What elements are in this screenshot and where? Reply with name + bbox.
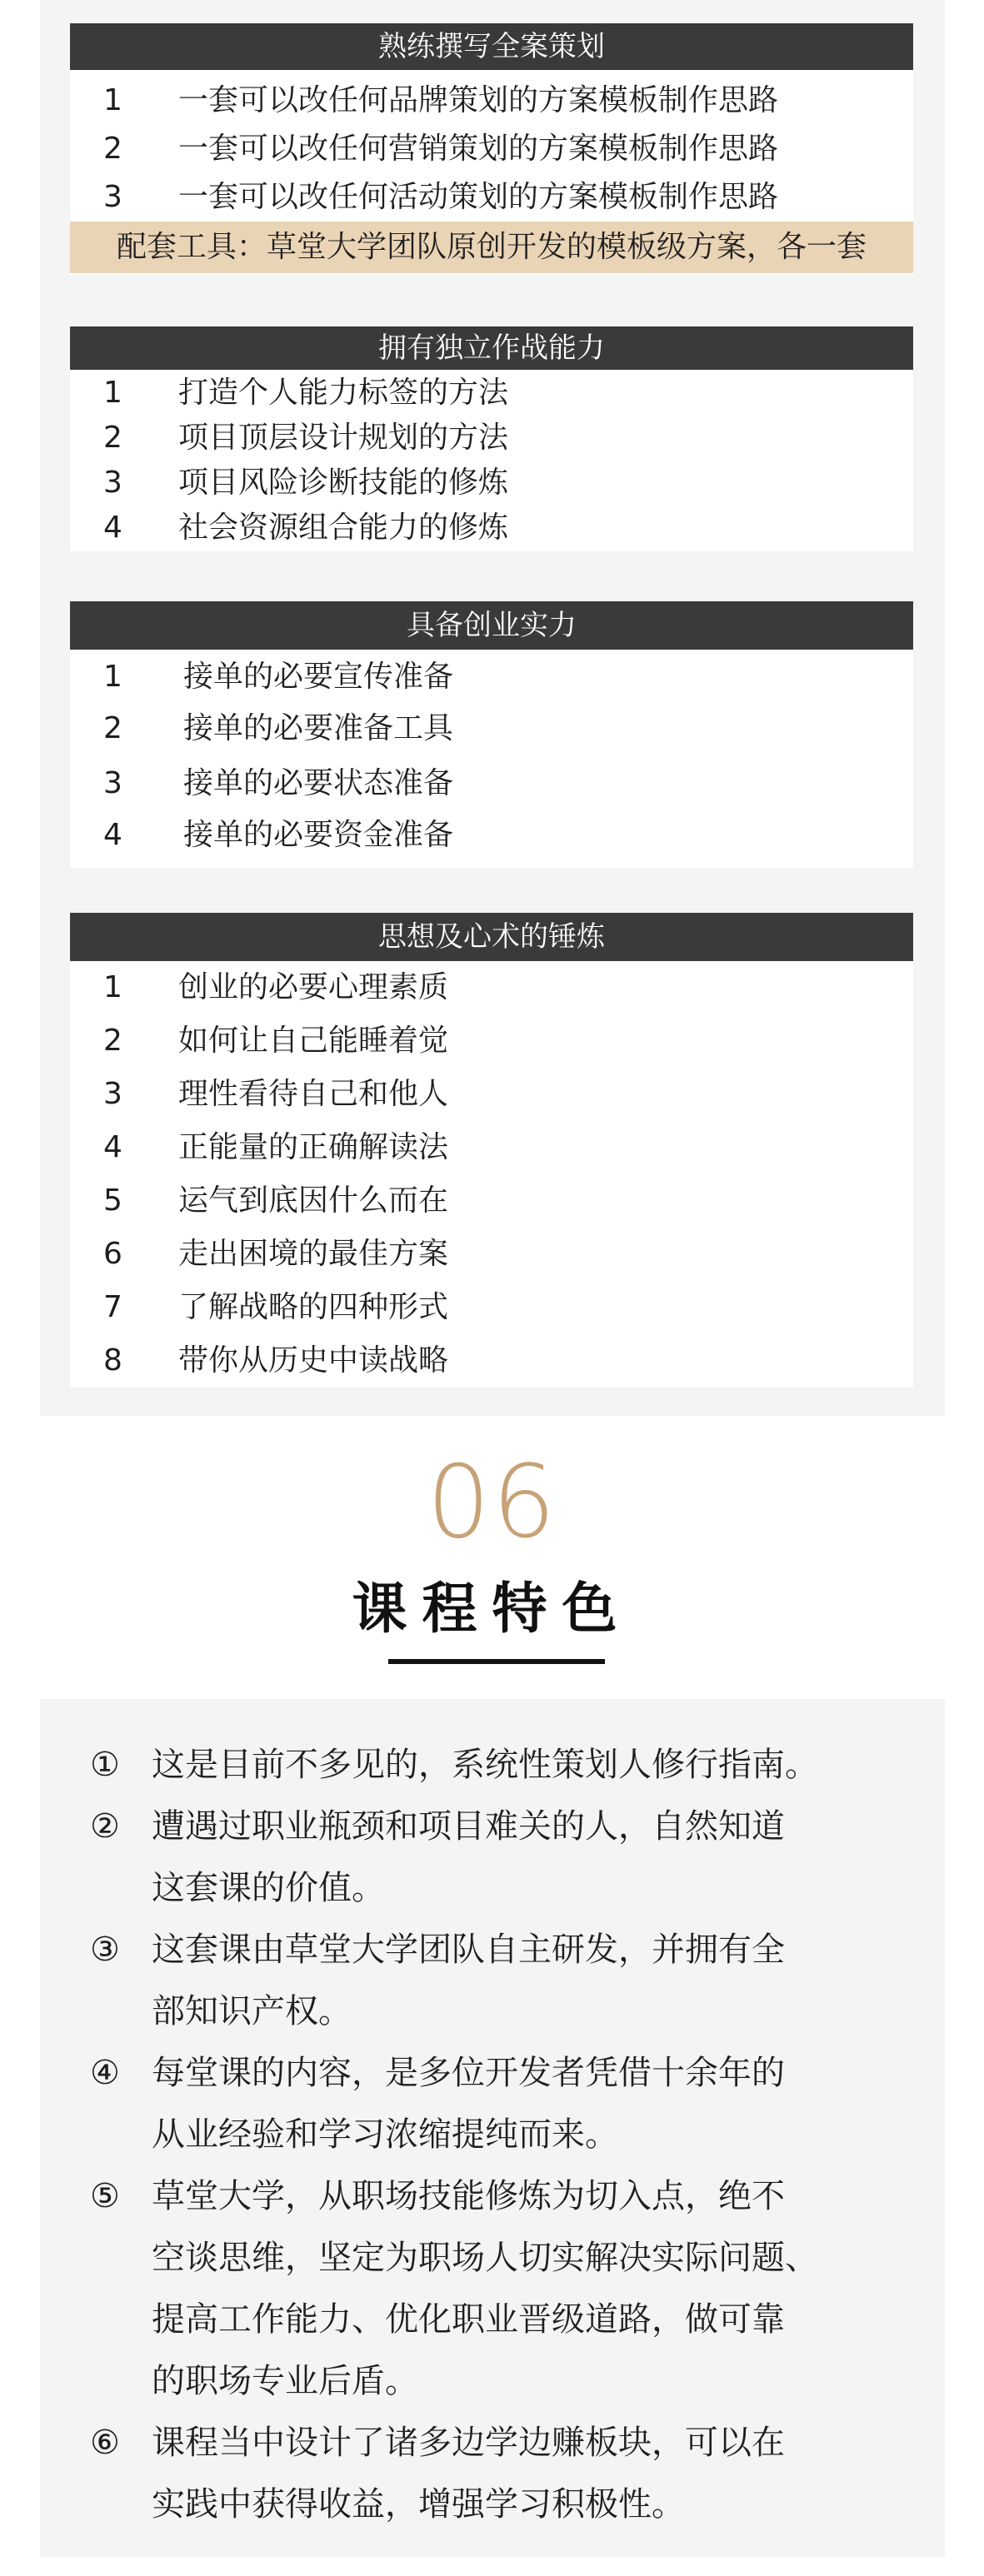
section-block-3 [70, 601, 913, 868]
feature-line: 实践中获得收益，增强学习积极性。 [152, 2485, 685, 2524]
item-text: 项目风险诊断技能的修炼 [178, 466, 509, 500]
item-text: 创业的必要心理素质 [178, 970, 449, 1004]
feature-item-6 [90, 2412, 898, 2535]
heading-underline [388, 1659, 605, 1664]
list-item [70, 125, 913, 173]
list-item [70, 703, 913, 755]
item-number: 3 [103, 766, 122, 800]
item-number: 1 [103, 83, 122, 117]
item-text: 带你从历史中读战略 [178, 1343, 449, 1378]
feature-line: 遭遇过职业瓶颈和项目难关的人，自然知道 [152, 1807, 785, 1846]
item-number: 2 [103, 711, 122, 745]
item-text: 打造个人能力标签的方法 [178, 376, 509, 410]
item-number: 2 [103, 132, 122, 166]
list-item [70, 1228, 913, 1281]
item-text: 一套可以改任何活动策划的方案模板制作思路 [178, 180, 779, 214]
item-number: 1 [103, 660, 122, 694]
tool-note: 配套工具：草堂大学团队原创开发的模板级方案，各一套 [70, 222, 913, 273]
item-number: 2 [103, 421, 122, 455]
list-item [70, 758, 913, 810]
item-text: 社会资源组合能力的修炼 [178, 511, 509, 545]
section-heading: 课程特色 [352, 1577, 632, 1641]
feature-line: 的职场专业后盾。 [152, 2362, 418, 2400]
list-item [70, 961, 913, 1014]
feature-item-4 [90, 2042, 898, 2165]
item-number: 8 [103, 1343, 122, 1378]
list-item [70, 77, 913, 125]
item-text: 了解战略的四种形式 [178, 1290, 449, 1324]
section-block-1 [70, 23, 913, 275]
list-item [70, 1068, 913, 1121]
item-number: 7 [103, 1290, 122, 1324]
item-text: 接单的必要准备工具 [183, 711, 454, 745]
circled-number: ④ [90, 2054, 120, 2092]
item-text: 一套可以改任何品牌策划的方案模板制作思路 [178, 83, 779, 117]
section-block-4 [70, 913, 913, 1388]
list-item [70, 505, 913, 551]
item-text: 接单的必要资金准备 [183, 818, 454, 852]
list-item [70, 1121, 913, 1174]
feature-line: 草堂大学，从职场技能修炼为切入点，绝不 [152, 2177, 785, 2215]
circled-number: ⑤ [90, 2177, 120, 2215]
feature-line: 部知识产权。 [152, 1992, 352, 2030]
section-title: 具备创业实力 [70, 601, 913, 650]
item-number: 1 [103, 970, 122, 1004]
item-number: 4 [103, 818, 122, 852]
circled-number: ③ [90, 1931, 120, 1969]
item-text: 项目顶层设计规划的方法 [178, 421, 509, 455]
item-number: 3 [103, 466, 122, 500]
feature-item-1 [90, 1734, 898, 1796]
section-title: 拥有独立作战能力 [70, 326, 913, 370]
item-number: 4 [103, 511, 122, 545]
list-item [70, 1174, 913, 1228]
list-item [70, 370, 913, 416]
circled-number: ⑥ [90, 2424, 120, 2462]
feature-line: 课程当中设计了诸多边学边赚板块，可以在 [152, 2424, 785, 2462]
item-number: 3 [103, 180, 122, 214]
section-block-2 [70, 326, 913, 551]
feature-line: 这套课由草堂大学团队自主研发，并拥有全 [152, 1931, 785, 1969]
section-title: 熟练撰写全案策划 [70, 23, 913, 70]
list-item [70, 1281, 913, 1334]
item-text: 如何让自己能睡着觉 [178, 1024, 449, 1058]
list-item [70, 810, 913, 861]
item-number: 4 [103, 1130, 122, 1164]
item-number: 3 [103, 1077, 122, 1111]
item-text: 一套可以改任何营销策划的方案模板制作思路 [178, 132, 779, 166]
item-text: 正能量的正确解读法 [178, 1130, 449, 1164]
item-text: 理性看待自己和他人 [178, 1077, 449, 1111]
feature-line: 空谈思维，坚定为职场人切实解决实际问题、 [152, 2239, 818, 2277]
item-number: 2 [103, 1024, 122, 1058]
list-item [70, 1334, 913, 1388]
feature-line: 这套课的价值。 [152, 1869, 385, 1907]
item-number: 5 [103, 1183, 122, 1218]
feature-line: 这是目前不多见的，系统性策划人修行指南。 [152, 1746, 818, 1784]
feature-item-5 [90, 2165, 898, 2412]
list-item [70, 173, 913, 222]
feature-line: 从业经验和学习浓缩提纯而来。 [152, 2115, 618, 2154]
feature-item-3 [90, 1919, 898, 2042]
item-text: 接单的必要宣传准备 [183, 660, 454, 694]
list-item [70, 415, 913, 461]
feature-line: 每堂课的内容，是多位开发者凭借十余年的 [152, 2054, 785, 2092]
item-text: 走出困境的最佳方案 [178, 1237, 449, 1271]
item-number: 1 [103, 376, 122, 410]
item-text: 运气到底因什么而在 [178, 1183, 449, 1218]
list-item [70, 1014, 913, 1068]
section-number: 06 [427, 1445, 557, 1561]
list-item [70, 460, 913, 506]
feature-item-2 [90, 1796, 898, 1919]
circled-number: ② [90, 1807, 120, 1846]
item-text: 接单的必要状态准备 [183, 766, 454, 800]
list-item [70, 651, 913, 703]
circled-number: ① [90, 1746, 120, 1784]
item-number: 6 [103, 1237, 122, 1271]
section-title: 思想及心术的锤炼 [70, 913, 913, 961]
feature-line: 提高工作能力、优化职业晋级道路，做可靠 [152, 2300, 785, 2339]
